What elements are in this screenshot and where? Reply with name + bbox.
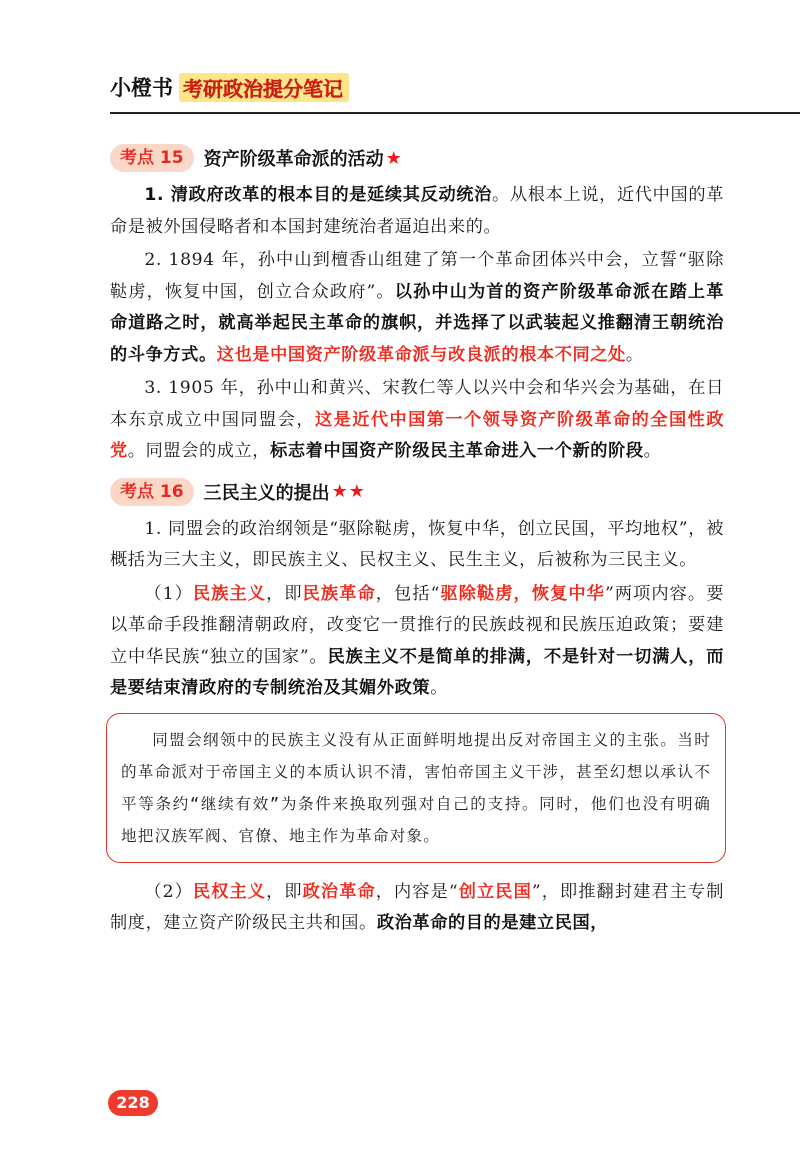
note-text: 同盟会纲领中的民族主义没有从正面鲜明地提出反对帝国主义的主张。当时的革命派对于帝国主义的本质认识不清，害怕帝国主义干涉，甚至幻想以承认不平等条约“继续有效”为条件来换取列强对自己的支持。同时，他们也没有明确地把汉族军阀、官僚、地主作为革命对象。	[121, 730, 711, 845]
brand-name: 小橙书	[110, 76, 173, 100]
paragraph: （1）民族主义，即民族革命，包括“驱除鞑虏，恢复中华”两项内容。要以革命手段推翻清朝政府，改变它一贯推行的民族歧视和民族压迫政策；要建立中华民族“独立的国家”。民族主义不是简单的排满，不是针对一切满人，而是要结束清政府的专制统治及其媚外政策。	[110, 583, 725, 698]
paragraph: （2）民权主义，即政治革命，内容是“创立民国”，即推翻封建君主专制制度，建立资产阶级民主共和国。政治革命的目的是建立民国，	[110, 881, 724, 933]
star-icon: ★	[385, 147, 403, 169]
paragraph: 3. 1905 年，孙中山和黄兴、宋教仁等人以兴中会和华兴会为基础，在日本东京成立中国同盟会，这是近代中国第一个领导资产阶级革命的全国性政党。同盟会的成立，标志着中国资产阶级民主革命进入一个新的阶段。	[110, 378, 724, 461]
paragraph: 1. 同盟会的政治纲领是“驱除鞑虏，恢复中华，创立民国，平均地权”，被概括为三大主义，即民族主义、民权主义、民生主义，后被称为三民主义。	[110, 518, 724, 570]
topic-heading-15	[110, 144, 724, 172]
page-number: 228	[108, 1090, 158, 1116]
topic-title: 三民主义的提出	[203, 482, 330, 504]
topic-badge: 考点 15	[110, 144, 194, 172]
header-rule	[110, 112, 800, 114]
star-icon: ★★	[331, 481, 366, 502]
page-header	[110, 72, 349, 102]
paragraph: 1. 清政府改革的根本目的是延续其反动统治。从根本上说，近代中国的革命是被外国侵略者和本国封建统治者逼迫出来的。	[110, 185, 724, 237]
note-box	[106, 713, 726, 863]
topic-title: 资产阶级革命派的活动	[203, 149, 384, 170]
series-title: 考研政治提分笔记	[179, 73, 349, 102]
topic-heading-16	[110, 478, 724, 506]
topic-badge: 考点 16	[110, 478, 194, 506]
paragraph: 2. 1894 年，孙中山到檀香山组建了第一个革命团体兴中会，立誓“驱除鞑虏，恢复中国，创立合众政府”。以孙中山为首的资产阶级革命派在踏上革命道路之时，就高举起民主革命的旗帜，并选择了以武装起义推翻清王朝统治的斗争方式。这也是中国资产阶级革命派与改良派的根本不同之处。	[110, 250, 724, 365]
page-content	[110, 140, 724, 942]
